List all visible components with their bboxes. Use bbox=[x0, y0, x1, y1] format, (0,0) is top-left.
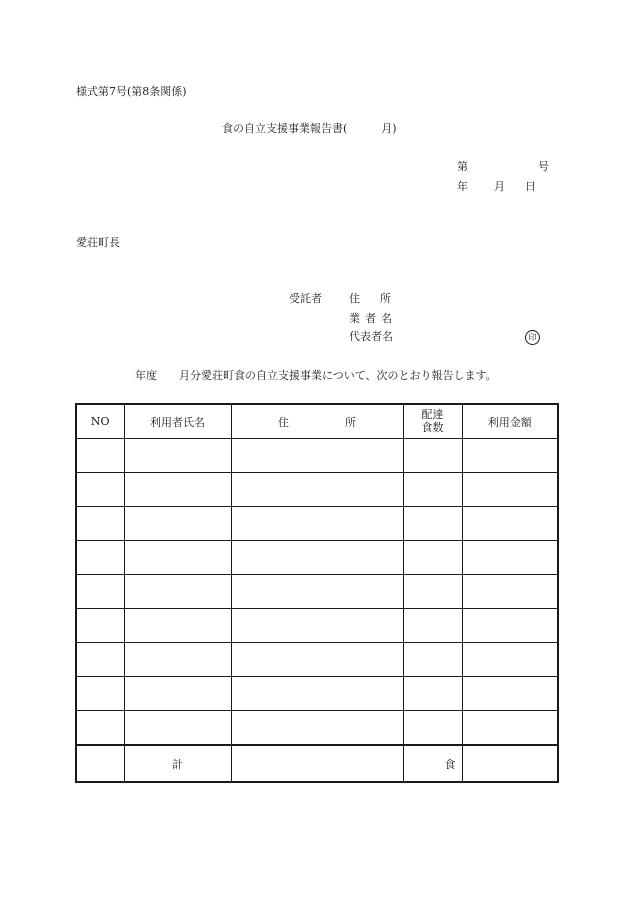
table-header-row bbox=[76, 404, 558, 439]
address-cell[interactable] bbox=[231, 711, 403, 746]
total-address-cell[interactable] bbox=[231, 745, 403, 782]
form-number: 様式第7号(第8条関係) bbox=[76, 85, 187, 98]
user-name-cell[interactable] bbox=[124, 677, 231, 711]
address-cell[interactable] bbox=[231, 643, 403, 677]
header-address-ju: 住 bbox=[278, 415, 289, 429]
meals-cell[interactable] bbox=[403, 677, 462, 711]
statement-year: 年度 bbox=[135, 369, 157, 382]
meals-cell[interactable] bbox=[403, 711, 462, 746]
address-label-ju: 住 bbox=[349, 292, 360, 305]
statement-text: 月分愛荘町食の自立支援事業について、次のとおり報告します。 bbox=[179, 369, 497, 382]
no-cell[interactable] bbox=[76, 473, 124, 507]
header-address-sho: 所 bbox=[345, 415, 356, 429]
representative-label: 代表者名 bbox=[349, 330, 393, 343]
user-name-cell[interactable] bbox=[124, 609, 231, 643]
no-cell[interactable] bbox=[76, 711, 124, 746]
document-number bbox=[457, 161, 549, 172]
meals-cell[interactable] bbox=[403, 439, 462, 473]
number-label-dai: 第 bbox=[457, 160, 468, 173]
number-label-go: 号 bbox=[538, 160, 549, 173]
amount-cell[interactable] bbox=[462, 677, 558, 711]
document-date bbox=[457, 181, 536, 192]
report-table bbox=[75, 403, 559, 783]
table-row bbox=[76, 711, 558, 746]
no-cell[interactable] bbox=[76, 677, 124, 711]
address-cell[interactable] bbox=[231, 609, 403, 643]
meals-cell[interactable] bbox=[403, 643, 462, 677]
header-meals-line2: 食数 bbox=[421, 420, 444, 434]
amount-cell[interactable] bbox=[462, 609, 558, 643]
amount-cell[interactable] bbox=[462, 541, 558, 575]
address-cell[interactable] bbox=[231, 677, 403, 711]
amount-cell[interactable] bbox=[462, 439, 558, 473]
table-row bbox=[76, 507, 558, 541]
address-cell[interactable] bbox=[231, 439, 403, 473]
table-row bbox=[76, 677, 558, 711]
amount-cell[interactable] bbox=[462, 643, 558, 677]
no-cell[interactable] bbox=[76, 439, 124, 473]
title-suffix: 月) bbox=[381, 122, 397, 135]
header-user-name: 利用者氏名 bbox=[124, 404, 231, 439]
address-cell[interactable] bbox=[231, 473, 403, 507]
total-no-cell[interactable] bbox=[76, 745, 124, 782]
table-row bbox=[76, 473, 558, 507]
meals-cell[interactable] bbox=[403, 473, 462, 507]
header-meals-line1: 配達 bbox=[421, 407, 444, 421]
meals-cell[interactable] bbox=[403, 609, 462, 643]
meals-unit: 食 bbox=[444, 757, 456, 771]
total-meals-cell[interactable] bbox=[403, 745, 462, 782]
header-address bbox=[231, 404, 403, 439]
amount-cell[interactable] bbox=[462, 473, 558, 507]
no-cell[interactable] bbox=[76, 643, 124, 677]
user-name-cell[interactable] bbox=[124, 711, 231, 746]
contractor-address-label bbox=[349, 293, 391, 304]
address-cell[interactable] bbox=[231, 541, 403, 575]
user-name-cell[interactable] bbox=[124, 541, 231, 575]
seal-mark: 印 bbox=[525, 330, 540, 345]
user-name-cell[interactable] bbox=[124, 439, 231, 473]
table-total-row bbox=[76, 745, 558, 782]
amount-cell[interactable] bbox=[462, 507, 558, 541]
table-row bbox=[76, 439, 558, 473]
no-cell[interactable] bbox=[76, 507, 124, 541]
header-amount: 利用金額 bbox=[462, 404, 558, 439]
user-name-cell[interactable] bbox=[124, 473, 231, 507]
table-row bbox=[76, 541, 558, 575]
user-name-cell[interactable] bbox=[124, 507, 231, 541]
contractor-label: 受託者 bbox=[289, 292, 322, 305]
meals-cell[interactable] bbox=[403, 575, 462, 609]
address-cell[interactable] bbox=[231, 507, 403, 541]
no-cell[interactable] bbox=[76, 575, 124, 609]
user-name-cell[interactable] bbox=[124, 643, 231, 677]
header-meals-delivered bbox=[403, 404, 462, 439]
business-name-label: 業者名 bbox=[349, 312, 397, 325]
report-title bbox=[222, 123, 397, 134]
addressee: 愛荘町長 bbox=[76, 236, 120, 249]
header-no: NO bbox=[76, 404, 124, 439]
table-row bbox=[76, 575, 558, 609]
meals-cell[interactable] bbox=[403, 541, 462, 575]
table-row bbox=[76, 609, 558, 643]
date-month-label: 月 bbox=[494, 180, 505, 193]
date-day-label: 日 bbox=[525, 180, 536, 193]
table-row bbox=[76, 643, 558, 677]
address-cell[interactable] bbox=[231, 575, 403, 609]
title-prefix: 食の自立支援事業報告書( bbox=[222, 122, 348, 135]
amount-cell[interactable] bbox=[462, 711, 558, 746]
address-label-sho: 所 bbox=[380, 292, 391, 305]
meals-cell[interactable] bbox=[403, 507, 462, 541]
no-cell[interactable] bbox=[76, 609, 124, 643]
total-label: 計 bbox=[124, 745, 231, 782]
date-year-label: 年 bbox=[457, 180, 468, 193]
amount-cell[interactable] bbox=[462, 575, 558, 609]
user-name-cell[interactable] bbox=[124, 575, 231, 609]
report-statement bbox=[135, 370, 497, 381]
total-amount-cell[interactable] bbox=[462, 745, 558, 782]
no-cell[interactable] bbox=[76, 541, 124, 575]
